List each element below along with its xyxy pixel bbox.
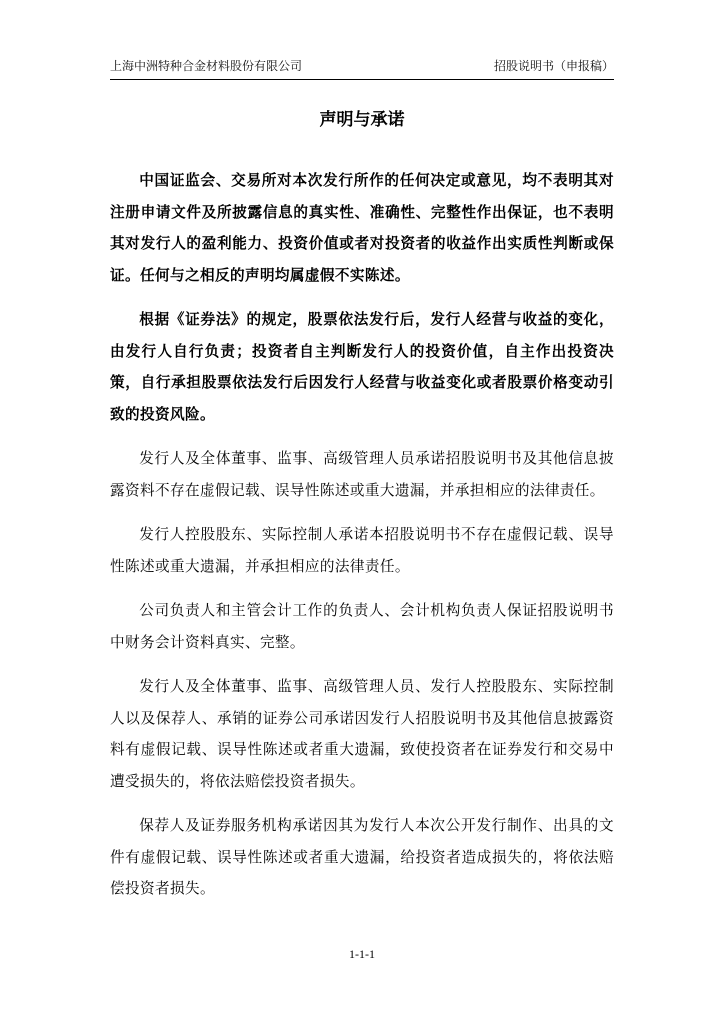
paragraph-controlling-shareholder-commitment: 发行人控股股东、实际控制人承诺本招股说明书不存在虚假记载、误导性陈述或重大遗漏，并承担相应的法律责任。 [110,526,614,575]
paragraph-directors-commitment: 发行人及全体董事、监事、高级管理人员承诺招股说明书及其他信息披露资料不存在虚假记载、误导性陈述或重大遗漏，并承担相应的法律责任。 [110,450,614,499]
page-title: 声明与承诺 [319,110,405,130]
page-header [110,58,614,74]
paragraph-investment-risk: 根据《证券法》的规定，股票依法发行后，发行人经营与收益的变化，由发行人自行负责；投资者自主判断发行人的投资价值，自主作出投资决策，自行承担股票依法发行后因发行人经营与收益变化或者股票价格变动引致的投资风险。 [110,311,614,423]
paragraph-financial-accuracy: 公司负责人和主管会计工作的负责人、会计机构负责人保证招股说明书中财务会计资料真实、完整。 [110,602,614,651]
header-document-type: 招股说明书（申报稿） [493,59,614,73]
header-company-name: 上海中洲特种合金材料股份有限公司 [110,59,303,73]
header-divider [110,79,614,80]
paragraph-regulator-disclaimer: 中国证监会、交易所对本次发行所作的任何决定或意见，均不表明其对注册申请文件及所披露信息的真实性、准确性、完整性作出保证，也不表明其对发行人的盈利能力、投资价值或者对投资者的收益作出实质性判断或保证。任何与之相反的声明均属虚假不实陈述。 [110,172,614,284]
declaration-body [110,165,614,918]
paragraph-compensation-commitment: 发行人及全体董事、监事、高级管理人员、发行人控股股东、实际控制人以及保荐人、承销的证券公司承诺因发行人招股说明书及其他信息披露资料有虚假记载、误导性陈述或者重大遗漏，致使投资者在证券发行和交易中遭受损失的，将依法赔偿投资者损失。 [110,678,614,790]
paragraph-intermediary-commitment: 保荐人及证券服务机构承诺因其为发行人本次公开发行制作、出具的文件有虚假记载、误导性陈述或者重大遗漏，给投资者造成损失的，将依法赔偿投资者损失。 [110,817,614,897]
page-number: 1-1-1 [349,947,375,961]
